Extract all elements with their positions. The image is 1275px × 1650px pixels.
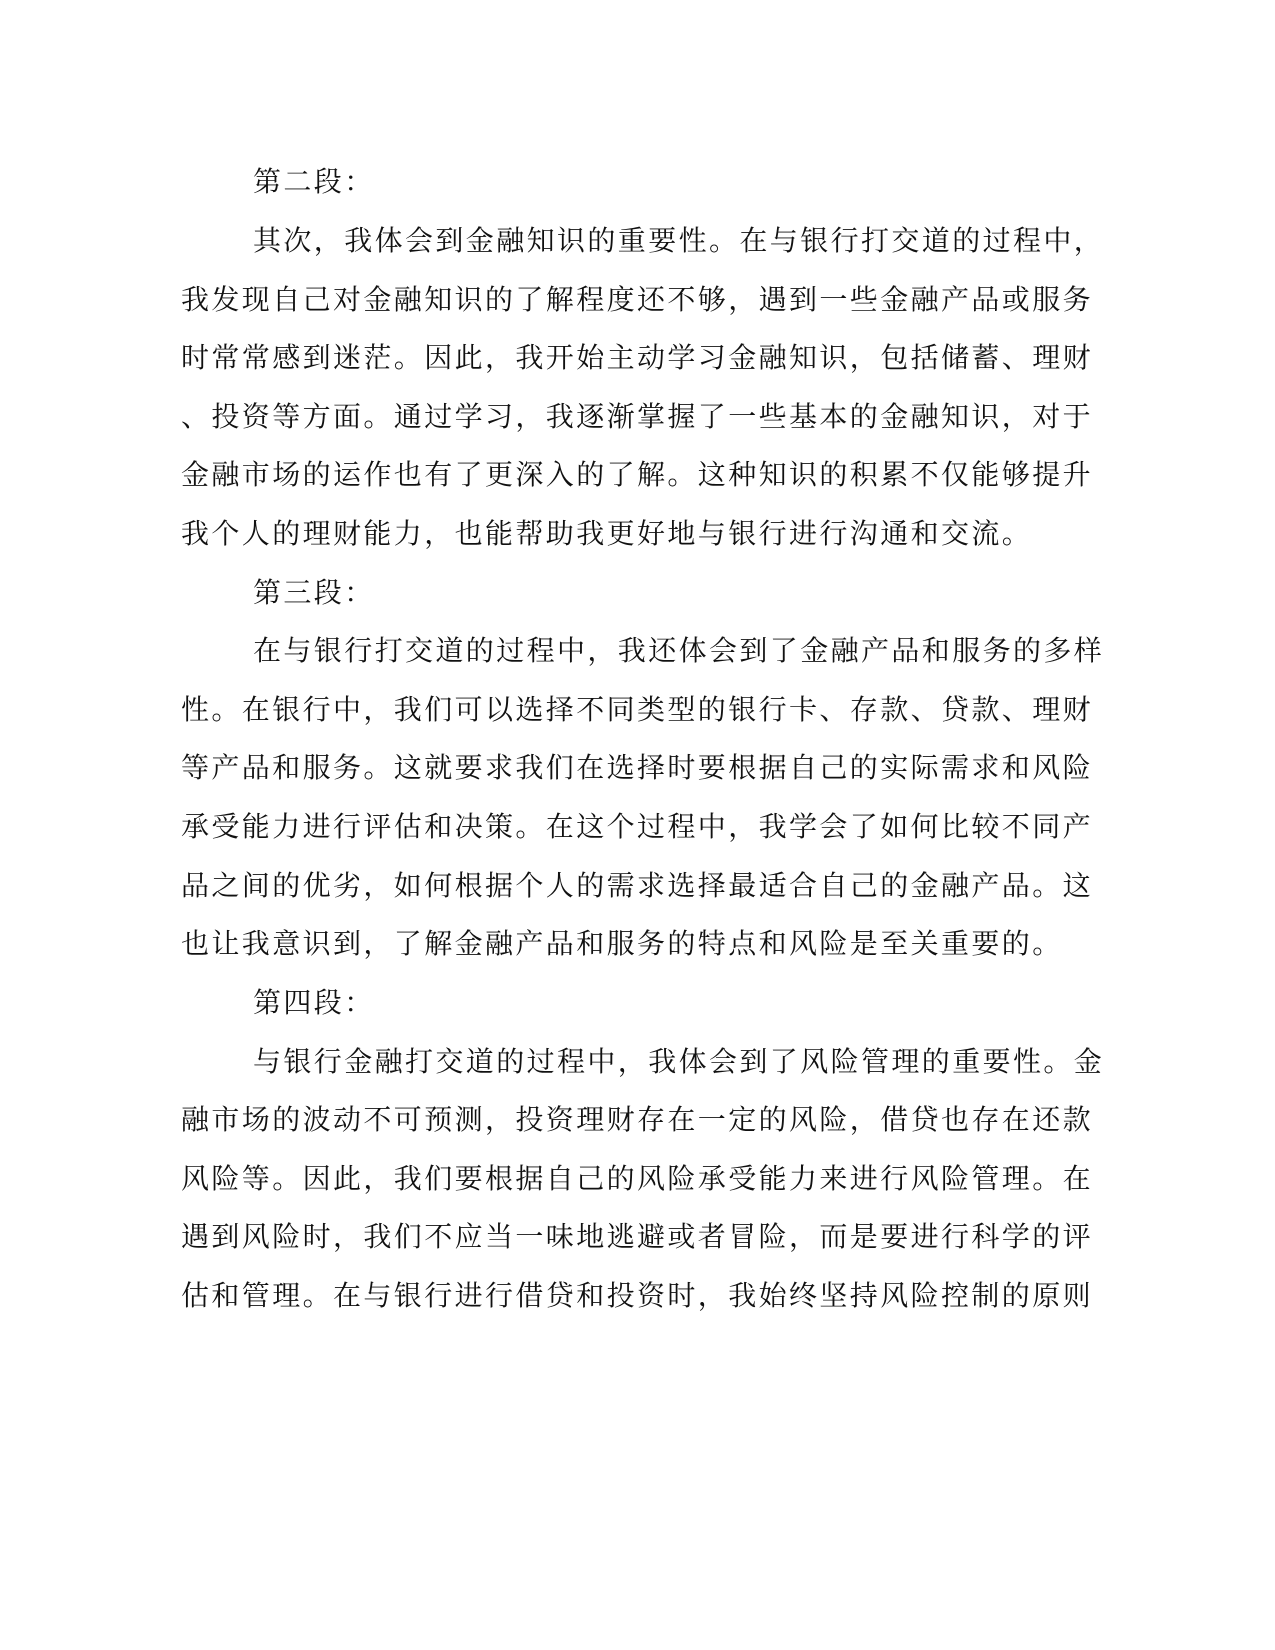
paragraph-line: 风险等。因此，我们要根据自己的风险承受能力来进行风险管理。在 [181, 1162, 1094, 1195]
paragraph-line: 金融市场的运作也有了更深入的了解。这种知识的积累不仅能够提升 [181, 458, 1094, 491]
paragraph-line: 时常常感到迷茫。因此，我开始主动学习金融知识，包括储蓄、理财 [181, 341, 1094, 374]
paragraph-line: 等产品和服务。这就要求我们在选择时要根据自己的实际需求和风险 [181, 751, 1094, 784]
paragraph-line: 与银行金融打交道的过程中，我体会到了风险管理的重要性。金 [253, 1045, 1105, 1078]
paragraph-line: 品之间的优劣，如何根据个人的需求选择最适合自己的金融产品。这 [181, 869, 1094, 902]
section-heading-4: 第四段： [253, 986, 375, 1019]
paragraph-line: 承受能力进行评估和决策。在这个过程中，我学会了如何比较不同产 [181, 810, 1094, 843]
paragraph-line: 性。在银行中，我们可以选择不同类型的银行卡、存款、贷款、理财 [181, 693, 1094, 726]
section-heading-2: 第二段： [253, 165, 375, 198]
paragraph-line: 估和管理。在与银行进行借贷和投资时，我始终坚持风险控制的原则 [181, 1279, 1094, 1312]
paragraph-line: 、投资等方面。通过学习，我逐渐掌握了一些基本的金融知识，对于 [181, 400, 1094, 433]
section-heading-3: 第三段： [253, 576, 375, 609]
paragraph-line: 我个人的理财能力，也能帮助我更好地与银行进行沟通和交流。 [181, 517, 1033, 550]
paragraph-line: 在与银行打交道的过程中，我还体会到了金融产品和服务的多样 [253, 634, 1105, 667]
paragraph-line: 融市场的波动不可预测，投资理财存在一定的风险，借贷也存在还款 [181, 1103, 1094, 1136]
paragraph-line: 其次，我体会到金融知识的重要性。在与银行打交道的过程中， [253, 224, 1105, 257]
paragraph-line: 遇到风险时，我们不应当一味地逃避或者冒险，而是要进行科学的评 [181, 1220, 1094, 1253]
paragraph-line: 也让我意识到，了解金融产品和服务的特点和风险是至关重要的。 [181, 927, 1063, 960]
paragraph-line: 我发现自己对金融知识的了解程度还不够，遇到一些金融产品或服务 [181, 283, 1094, 316]
